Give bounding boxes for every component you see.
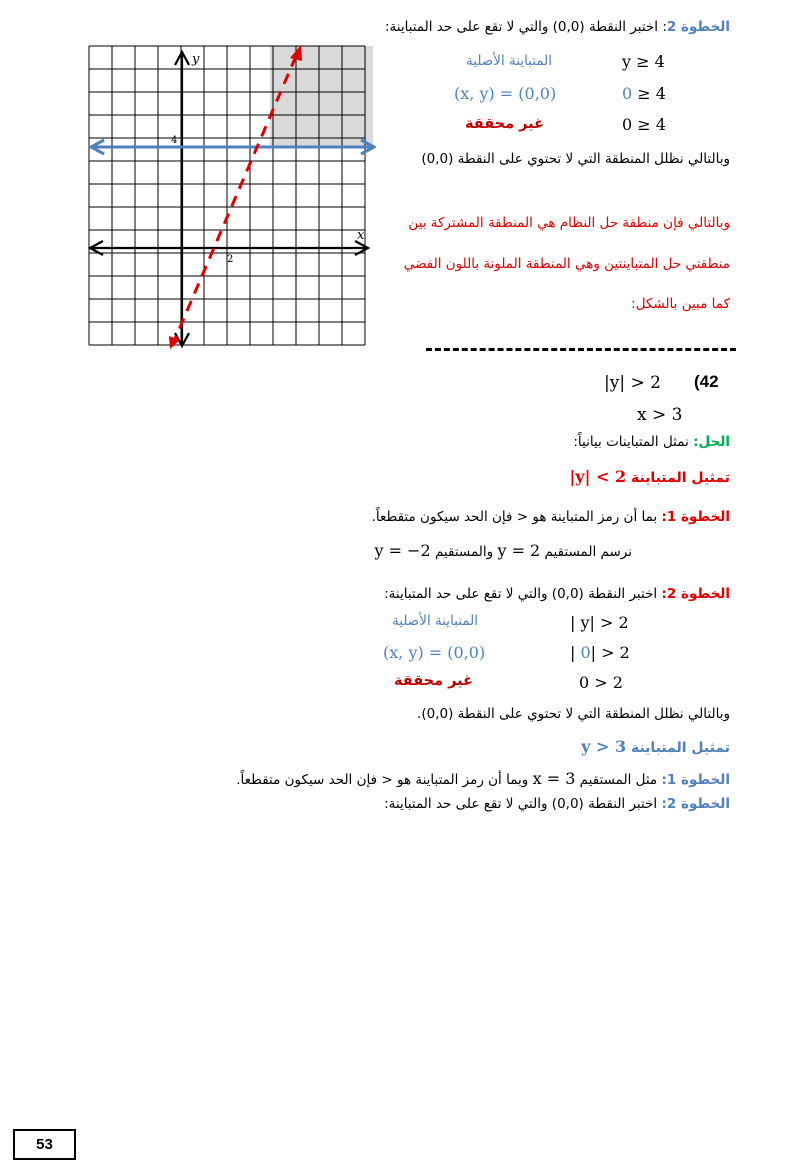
y-axis-label: y (192, 52, 200, 67)
shaded-region (270, 46, 373, 147)
problem-table-note-1: المتباينة الأصلية (392, 613, 478, 629)
step-label: الخطوة 1: (661, 772, 730, 788)
problem-table-math-1: | y| > 2 (570, 613, 629, 632)
problem-ineq-1: |y| > 2 (604, 373, 661, 393)
dashed-boundary-line (172, 49, 299, 346)
solution-line: الحل: نمثل المتباينات بيانياً: (573, 434, 730, 450)
page-number: 53 (13, 1129, 76, 1160)
zero-value: 0 (622, 84, 633, 103)
solution-label: الحل: (693, 434, 730, 450)
problem-table-note-3: غير محققة (394, 673, 473, 689)
upper-table-note-2: (x, y) = (0,0) (454, 84, 557, 103)
step-label: الخطوة 2 (666, 19, 730, 35)
problem-shade-text: وبالتالي نظلل المنطقة التي لا تحتوي على النقطة (0,0). (417, 706, 730, 722)
step1-line: الخطوة 1: بما أن رمز المتباينة هو < فإن الحد سيكون متقطعاً. (371, 509, 730, 525)
draw-lines-text: نرسم المستقيم y = 2 والمستقيم y = −2 (374, 541, 632, 560)
tick-label-y: 4 (171, 135, 178, 146)
upper-step2-line (385, 19, 730, 35)
upper-table-math-3: 0 ≥ 4 (622, 115, 666, 134)
problem-table-note-2: (x, y) = (0,0) (383, 643, 486, 662)
step2-line: الخطوة 2: اختبر النقطة (0,0) والتي لا تقع على حد المتباينة: (384, 586, 730, 602)
step1b-line: الخطوة 1: مثل المستقيم x = 3 وبما أن رمز المتباينة هو < فإن الحد سيكون متقطعاً. (236, 769, 730, 788)
upper-table-math-2: 0 ≥ 4 (622, 84, 666, 103)
conclusion-line-2: منطقتي حل المتباينتين وهي المنطقة الملونة باللون الفضي (403, 256, 730, 272)
step-label: الخطوة 2: (661, 796, 730, 812)
section-divider (426, 348, 736, 351)
conclusion-line-1: وبالتالي فإن منطقة حل النظام هي المنطقة المشتركة بين (408, 215, 730, 231)
conclusion-line-3: كما مبين بالشكل: (631, 296, 730, 312)
upper-table-math-1: y ≥ 4 (622, 52, 665, 71)
upper-table-note-3: غير محققة (465, 116, 544, 132)
step-label: الخطوة 2: (661, 586, 730, 602)
upper-shade-text: وبالتالي نظلل المنطقة التي لا تحتوي على النقطة (0,0) (421, 151, 730, 167)
step-text: : اختبر النقطة (0,0) والتي لا تقع على حد المتباينة: (384, 19, 667, 35)
problem-table-math-2: | 0| > 2 (570, 643, 630, 662)
problem-number: (42 (694, 372, 719, 391)
inequality-graph (86, 43, 376, 353)
problem-ineq-2: x > 3 (637, 405, 683, 425)
step2b-line: الخطوة 2: اختبر النقطة (0,0) والتي لا تقع على حد المتباينة: (384, 796, 730, 812)
step-label: الخطوة 1: (661, 509, 730, 525)
heading-ineq-2: تمثيل المتباينة y > 3 (581, 737, 730, 756)
problem-table-math-3: 0 > 2 (579, 673, 623, 692)
tick-label-x: 2 (227, 254, 234, 265)
upper-table-note-1: المتباينة الأصلية (466, 53, 552, 69)
x-axis-label: x (357, 228, 365, 243)
heading-ineq-1: تمثيل المتباينة |y| < 2 (569, 467, 730, 486)
